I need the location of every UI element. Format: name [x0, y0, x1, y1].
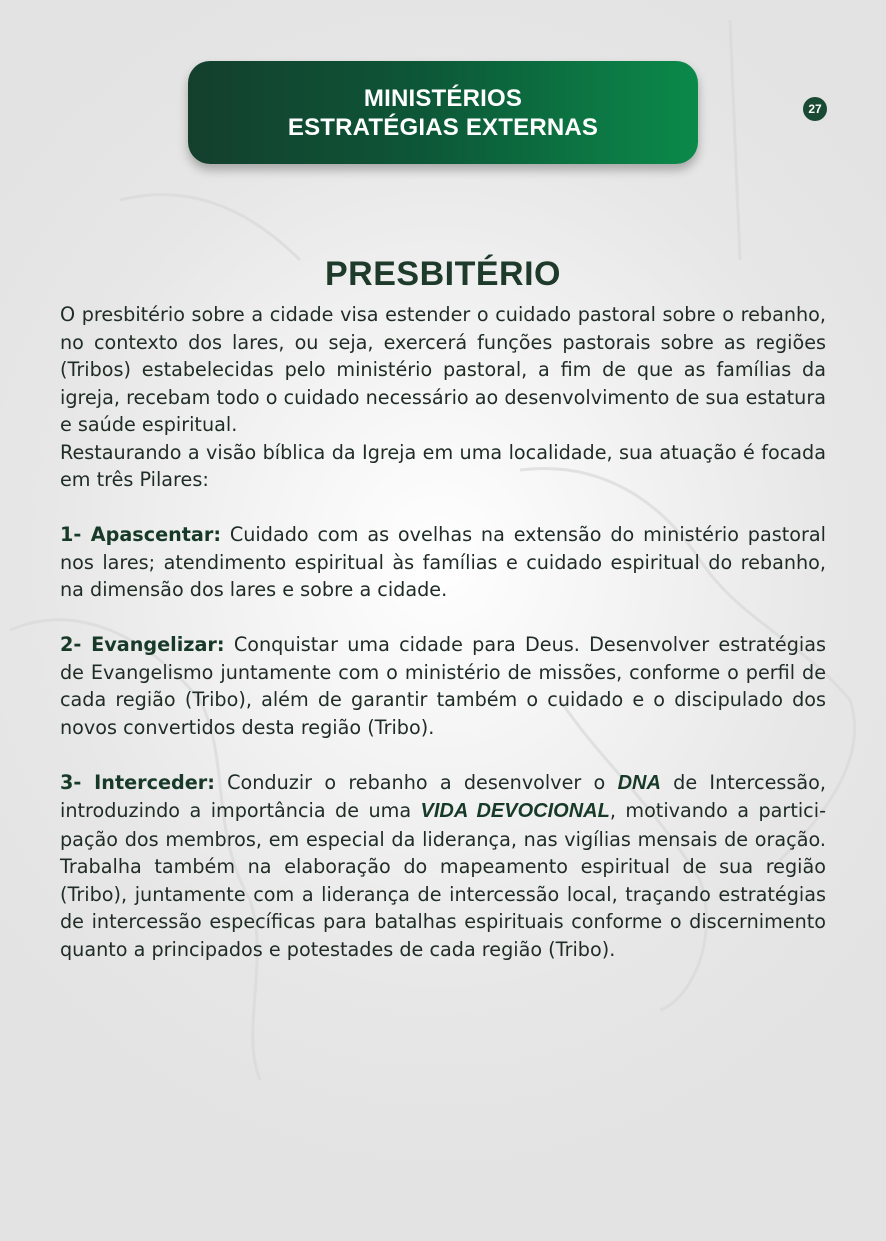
pillar-text: Conduzir o rebanho a desenvolver o — [214, 770, 618, 794]
pillar-text: de Intercessão, introduzindo a importância de uma — [60, 770, 826, 822]
pillar-text: Cuidado com as ovelhas na extensão do ministério pastoral nos lares; atendimento espiritual às famílias e cuidado espiritual do rebanho, na dimensão dos lares e sobre a cidade. — [60, 523, 826, 601]
page-number-badge: 27 — [803, 97, 827, 121]
pillar-label: 2- Evangelizar: — [60, 633, 225, 656]
emphasis-vida-devocional: VIDA DEVOCIONAL — [420, 800, 610, 822]
pillar-label: 3- Interceder: — [60, 770, 215, 794]
header-line-1: MINISTÉRIOS — [363, 84, 523, 112]
page-title: PRESBITÉRIO — [325, 255, 561, 293]
intro-paragraph-1: O presbitério sobre a cidade visa estender o cuidado pastoral sobre o rebanho, no contexto dos lares, ou seja, exercerá funções pastorais sobre as regiões (Tribos) estabelecidas pelo ministério pastoral, a fim de que as famílias da igreja, recebam todo o cuidado necessário ao desenvolvimento de sua estatura e saúde espiritual. — [60, 303, 826, 436]
pillar-interceder — [60, 769, 826, 964]
pillar-text: , motivando a participação dos membros, em especial da liderança, nas vigílias mensais de oração. Trabalha também na elaboração do mapeamento espiritual de sua região (Tribo), juntamente com a liderança de intercessão local, traçando estratégias de intercessão específicas para batalhas espirituais conforme o discernimento quanto a principados e potestades de cada região (Tribo). — [60, 799, 826, 961]
header-line-2: ESTRATÉGIAS EXTERNAS — [287, 113, 599, 141]
pillar-text: Conquistar uma cidade para Deus. Desenvolver estratégias de Evangelismo juntamente com o ministério de missões, conforme o perfil de cada região (Tribo), além de garantir também o cuidado e o discipulado dos novos convertidos desta região (Tribo). — [60, 633, 826, 739]
pillar-apascentar — [60, 521, 826, 604]
intro-paragraph-2: Restaurando a visão bíblica da Igreja em uma localidade, sua atuação é focada em três Pilares: — [60, 440, 826, 491]
pillar-evangelizar — [60, 631, 826, 741]
emphasis-dna: DNA — [617, 771, 661, 794]
body-text — [60, 301, 826, 963]
section-header-banner — [188, 61, 698, 164]
pillar-label: 1- Apascentar: — [60, 523, 222, 546]
